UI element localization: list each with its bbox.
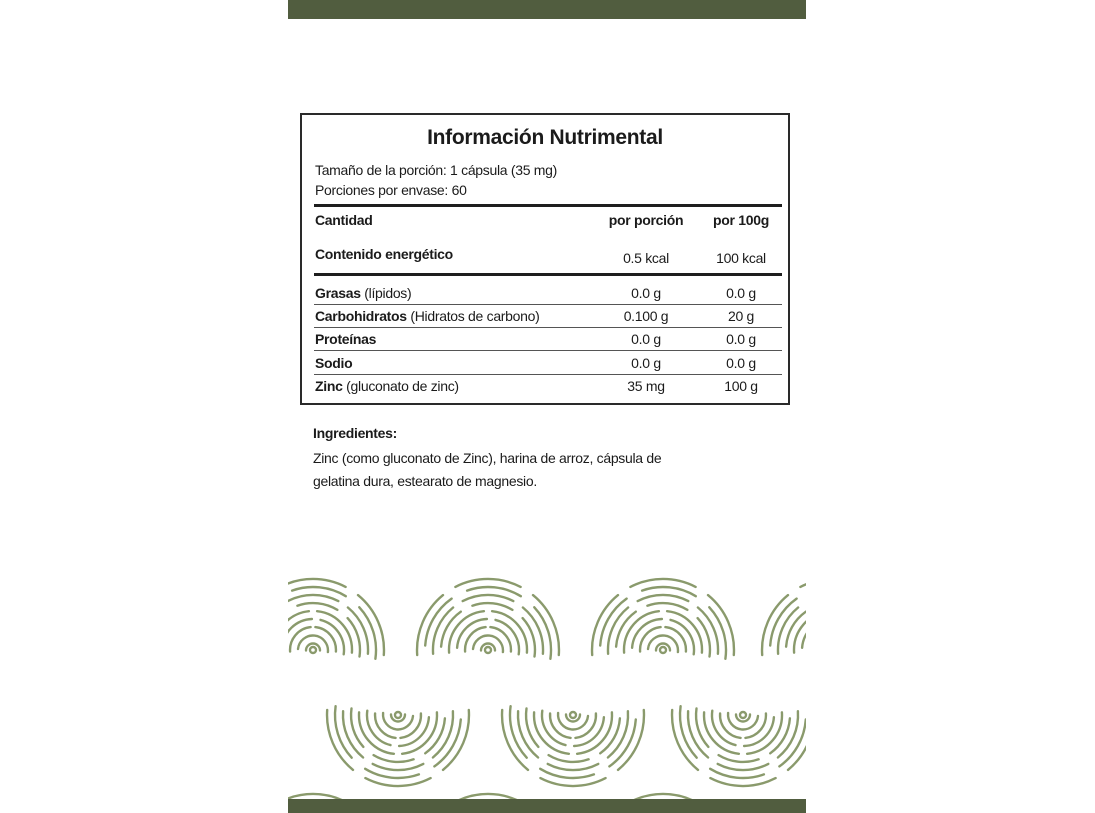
rule-thin bbox=[314, 327, 782, 328]
pattern-arc bbox=[540, 778, 605, 786]
serving-size: Tamaño de la porción: 1 cápsula (35 mg) bbox=[315, 162, 557, 178]
pattern-arc bbox=[434, 719, 460, 766]
pattern-arc bbox=[609, 719, 635, 766]
pattern-arc bbox=[719, 755, 759, 762]
pattern-arc bbox=[647, 603, 687, 610]
pattern-arc bbox=[472, 603, 512, 610]
ingredients-title: Ingredientes: bbox=[313, 425, 398, 441]
pattern-arc bbox=[373, 764, 424, 770]
decorative-pattern bbox=[288, 565, 806, 799]
rule-thick bbox=[314, 204, 782, 207]
nutrient-detail: (gluconato de zinc) bbox=[342, 378, 459, 394]
header-per-100g: por 100g bbox=[713, 212, 769, 228]
pattern-arc bbox=[288, 595, 338, 601]
pattern-arc bbox=[455, 579, 520, 587]
pattern-arc bbox=[374, 755, 414, 762]
pattern-arc bbox=[297, 603, 337, 610]
nutrient-bold: Proteínas bbox=[315, 331, 377, 347]
rule-thick bbox=[314, 273, 782, 276]
pattern-arc bbox=[600, 599, 626, 646]
ingredients-text bbox=[313, 447, 773, 493]
pattern-arc bbox=[288, 579, 346, 587]
nutrient-per-100g: 20 g bbox=[727, 308, 755, 324]
rule-thin bbox=[314, 304, 782, 305]
nutrient-bold: Carbohidratos bbox=[315, 308, 407, 324]
nutrient-name bbox=[315, 378, 459, 394]
nutrient-per-100g: 0.0 g bbox=[726, 285, 756, 301]
pattern-arc bbox=[549, 755, 589, 762]
nutrient-name bbox=[315, 285, 411, 301]
nutrient-per-serving: 35 mg bbox=[627, 378, 665, 394]
nutrient-per-100g: 0.0 g bbox=[726, 355, 756, 371]
pattern-arc bbox=[800, 579, 806, 587]
energy-per-100g: 100 kcal bbox=[716, 250, 766, 266]
nutrition-facts-panel bbox=[300, 113, 790, 405]
pattern-dot bbox=[740, 712, 746, 718]
pattern-dot bbox=[660, 647, 666, 653]
pattern-arc bbox=[463, 595, 514, 601]
top-color-band bbox=[288, 0, 806, 19]
pattern-arc bbox=[638, 595, 689, 601]
bottom-color-band bbox=[288, 799, 806, 813]
pattern-arc bbox=[779, 719, 805, 766]
nutrient-name bbox=[315, 331, 376, 347]
nutrient-per-serving: 0.0 g bbox=[631, 331, 661, 347]
nutrient-name bbox=[315, 355, 352, 371]
pattern-arc bbox=[710, 778, 775, 786]
energy-per-serving: 0.5 kcal bbox=[623, 250, 669, 266]
nutrient-per-100g: 0.0 g bbox=[726, 331, 756, 347]
pattern-arc bbox=[425, 599, 451, 646]
ingredients-line: Zinc (como gluconato de Zinc), harina de arroz, cápsula de bbox=[313, 450, 662, 466]
nutrient-per-serving: 0.0 g bbox=[631, 285, 661, 301]
header-quantity: Cantidad bbox=[315, 212, 373, 228]
pattern-arc bbox=[770, 599, 796, 646]
concentric-arc-pattern-icon bbox=[288, 579, 806, 799]
rule-thin bbox=[314, 374, 782, 375]
product-label bbox=[288, 0, 806, 813]
nutrient-detail: (Hidratos de carbono) bbox=[406, 308, 540, 324]
pattern-arc bbox=[718, 764, 769, 770]
pattern-arc bbox=[630, 579, 695, 587]
rule-thin bbox=[314, 350, 782, 351]
pattern-dot bbox=[570, 712, 576, 718]
nutrient-bold: Grasas bbox=[315, 285, 361, 301]
nutrient-per-serving: 0.0 g bbox=[631, 355, 661, 371]
energy-label: Contenido energético bbox=[315, 246, 453, 262]
pattern-arc bbox=[365, 778, 430, 786]
nutrient-per-serving: 0.100 g bbox=[623, 308, 669, 324]
servings-per-container: Porciones por envase: 60 bbox=[315, 182, 467, 198]
nutrient-bold: Sodio bbox=[315, 355, 353, 371]
nutrient-detail: (lípidos) bbox=[360, 285, 412, 301]
header-per-serving: por porción bbox=[608, 212, 684, 228]
pattern-arc bbox=[548, 764, 599, 770]
ingredients-line: gelatina dura, estearato de magnesio. bbox=[313, 473, 537, 489]
nutrient-bold: Zinc bbox=[315, 378, 343, 394]
pattern-dot bbox=[485, 647, 491, 653]
nutrient-name bbox=[315, 308, 539, 324]
nutrient-per-100g: 100 g bbox=[724, 378, 758, 394]
pattern-dot bbox=[310, 647, 316, 653]
pattern-dot bbox=[395, 712, 401, 718]
facts-title: Información Nutrimental bbox=[427, 126, 663, 149]
